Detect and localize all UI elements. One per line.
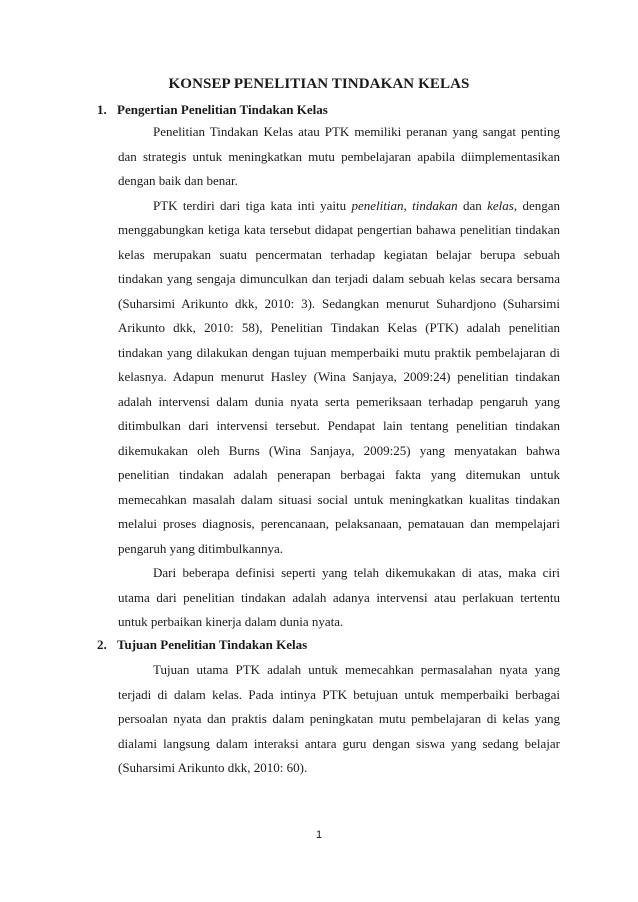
paragraph-text: , xyxy=(403,197,413,213)
section-2-paragraph-1: Tujuan utama PTK adalah untuk memecahkan permasalahan nyata yang terjadi di dalam kelas. Pada intinya PTK betujuan untuk memperbaiki berbagai persoalan nyata dan praktis dalam peningkatan mutu pembelajaran di kelas yang dialami langsung dalam interaksi antara guru dengan siswa yang sedang belajar (Suharsimi Arikunto dkk, 2010: 60). xyxy=(118,662,560,775)
paragraph-text: PTK terdiri dari tiga kata inti yaitu xyxy=(153,197,352,213)
section-2-title: Tujuan Penelitian Tindakan Kelas xyxy=(117,637,308,652)
term-kelas: kelas xyxy=(487,197,514,213)
section-1-paragraph-1: Penelitian Tindakan Kelas atau PTK memiliki peranan yang sangat penting dan strategis untuk meningkatkan mutu pembelajaran apabila diimplementasikan dengan baik dan benar. xyxy=(118,124,560,188)
section-2-body xyxy=(118,658,560,781)
section-1-heading xyxy=(97,102,328,118)
document-title: KONSEP PENELITIAN TINDAKAN KELAS xyxy=(168,76,470,92)
section-1-paragraph-2 xyxy=(118,194,560,562)
paragraph-text: dan xyxy=(457,197,488,213)
section-1-title: Pengertian Penelitian Tindakan Kelas xyxy=(117,102,328,117)
paragraph-text: , dengan menggabungkan ketiga kata tersebut didapat pengertian bahawa penelitian tindakan kelas merupakan suatu pencermatan terhadap kegiatan belajar berupa sebuah tindakan yang sengaja dimunculkan dan terjadi dalam sebuah kelas secara bersama (Suharsimi Arikunto dkk, 2010: 3). Sedangkan menurut Suhardjono (Suharsimi Arikunto dkk, 2010: 58), Penelitian Tindakan Kelas (PTK) adalah penelitian tindakan yang dilakukan dengan tujuan memperbaiki mutu praktik pembelajaran di kelasnya. Adapun menurut Hasley (Wina Sanjaya, 2009:24) penelitian tindakan adalah intervensi dalam dunia nyata serta pemeriksaan terhadap pengaruh yang ditimbulkan dari intervensi tersebut. Pendapat lain tentang penelitian tindakan dikemukakan oleh Burns (Wina Sanjaya, 2009:25) yang menyatakan bahwa penelitian tindakan adalah penerapan berbagai fakta yang ditemukan untuk memecahkan masalah dalam situasi social untuk meningkatkan kualitas tindakan melalui proses diagnosis, perencanaan, pelaksanaan, pematauan dan mempelajari pengaruh yang ditimbulkannya. xyxy=(118,197,560,556)
section-1-paragraph-3: Dari beberapa definisi seperti yang telah dikemukakan di atas, maka ciri utama dari penelitian tindakan adalah adanya intervensi atau perlakuan tertentu untuk perbaikan kinerja dalam dunia nyata. xyxy=(118,565,560,629)
section-2-number: 2. xyxy=(97,637,107,652)
section-1-number: 1. xyxy=(97,102,107,117)
term-tindakan: tindakan xyxy=(412,197,458,213)
section-2-heading xyxy=(97,637,307,653)
section-1-body xyxy=(118,120,560,635)
term-penelitian: penelitian xyxy=(351,197,404,213)
page-number: 1 xyxy=(315,829,323,841)
